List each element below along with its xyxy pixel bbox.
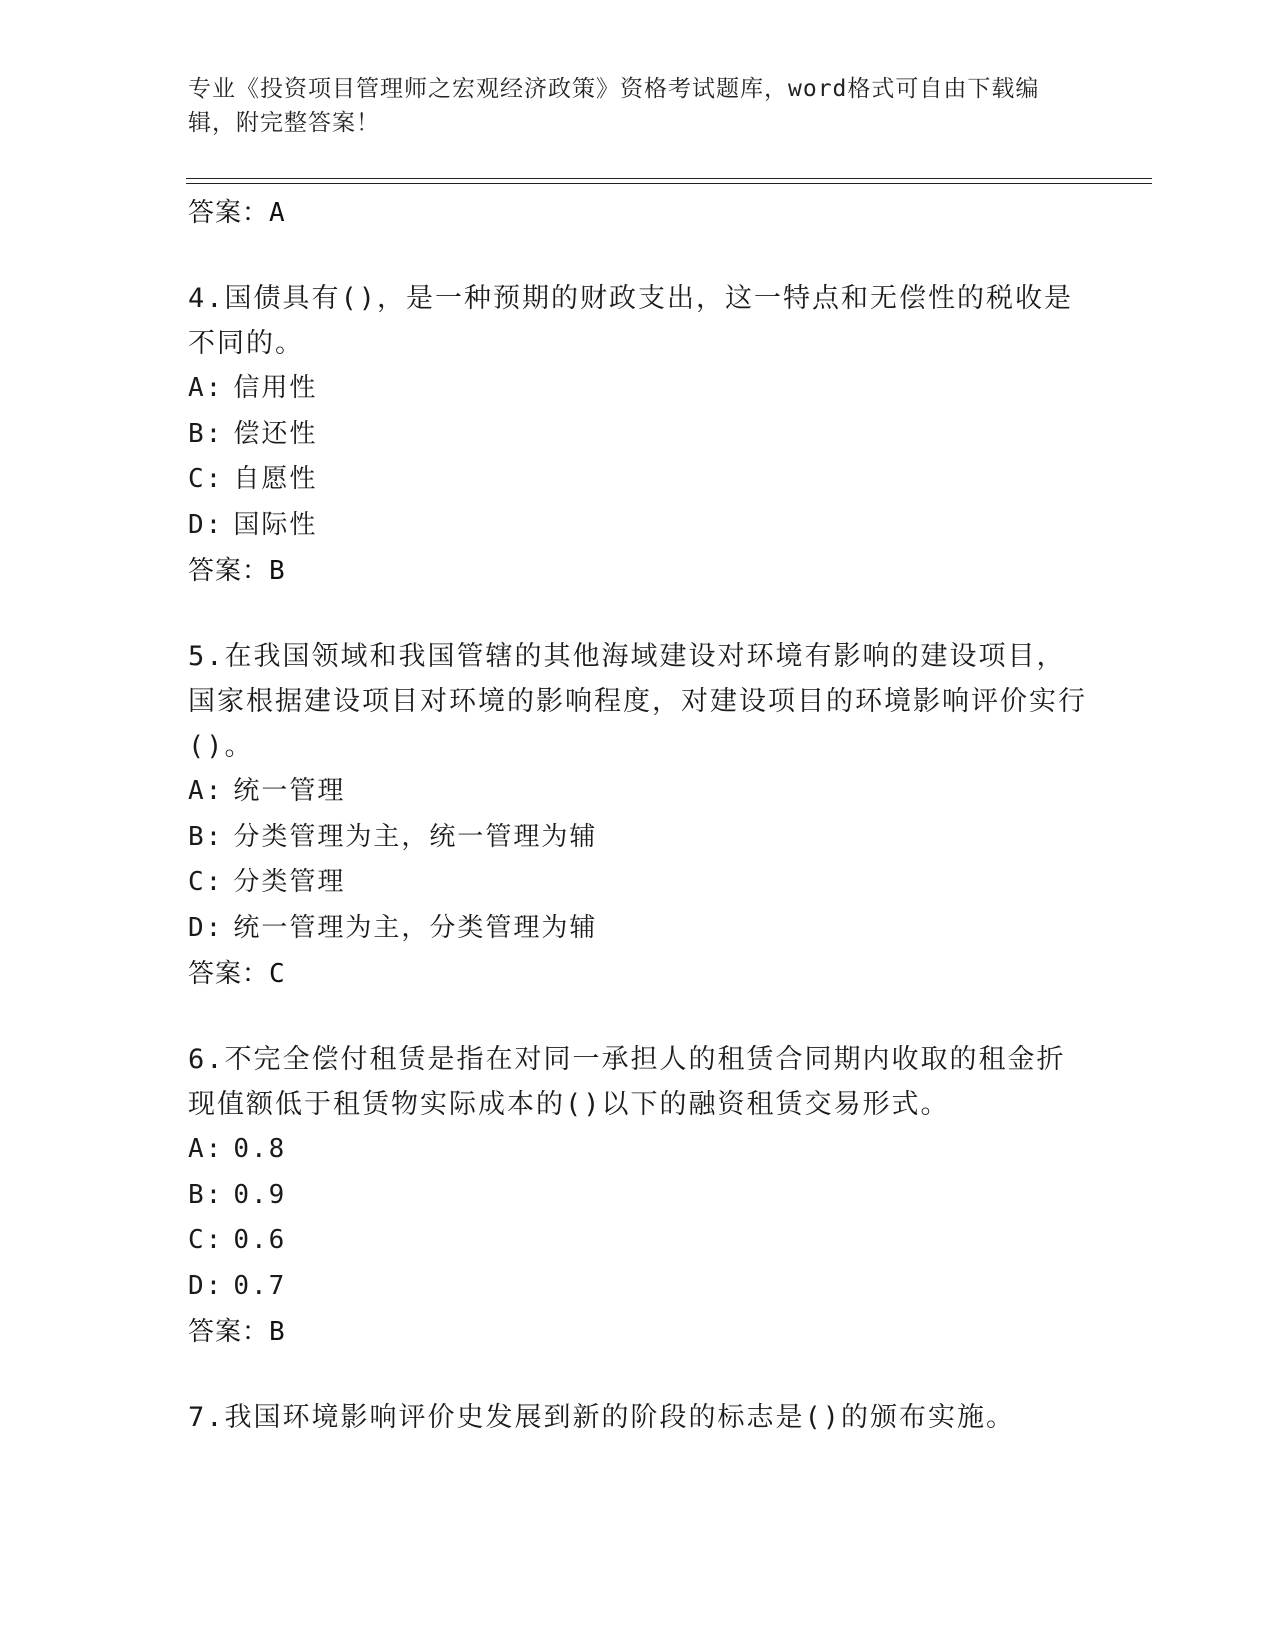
option-a (188, 1127, 1088, 1173)
option-text: 0.6 (233, 1225, 287, 1255)
option-b (188, 815, 1088, 861)
option-text: 信用性 (233, 373, 318, 403)
option-d (188, 503, 1088, 549)
answer-line (188, 951, 1088, 997)
question-stem: 7.我国环境影响评价史发展到新的阶段的标志是()的颁布实施。 (188, 1402, 1016, 1433)
option-text: 统一管理为主，分类管理为辅 (233, 912, 598, 943)
question-stem: 4.国债具有()，是一种预期的财政支出，这一特点和无偿性的税收是不同的。 (188, 283, 1074, 359)
answer-value: B (269, 556, 286, 586)
option-key: A: (188, 776, 224, 806)
option-key: C: (188, 1225, 224, 1255)
option-text: 0.7 (233, 1270, 287, 1301)
option-text: 偿还性 (233, 418, 318, 449)
answer-label: 答案： (188, 556, 270, 586)
option-text: 自愿性 (233, 464, 318, 494)
option-b (188, 412, 1088, 458)
option-key: A: (188, 373, 224, 403)
answer-line (188, 548, 1088, 594)
option-key: C: (188, 464, 224, 494)
option-b (188, 1173, 1088, 1219)
option-c (188, 1218, 1088, 1264)
question-item (188, 276, 1088, 594)
option-c (188, 860, 1088, 906)
option-text: 分类管理为主，统一管理为辅 (233, 821, 598, 852)
option-a (188, 366, 1088, 412)
option-d (188, 906, 1088, 952)
question-item (188, 634, 1088, 997)
option-key: C: (188, 867, 224, 897)
option-key: D: (188, 1270, 224, 1301)
option-key: B: (188, 821, 224, 852)
option-key: B: (188, 1179, 224, 1210)
option-d (188, 1264, 1088, 1310)
option-text: 分类管理 (233, 867, 346, 897)
answer-label: 答案： (188, 1317, 270, 1347)
question-stem: 5.在我国领域和我国管辖的其他海域建设对环境有影响的建设项目，国家根据建设项目对环境的影响程度，对建设项目的环境影响评价实行()。 (188, 641, 1087, 762)
question-content (188, 190, 1088, 1440)
option-text: 国际性 (233, 509, 318, 540)
option-c (188, 457, 1088, 503)
option-key: A: (188, 1134, 224, 1164)
answer-line (188, 190, 1088, 236)
option-text: 统一管理 (233, 776, 346, 806)
header-divider-bottom (186, 183, 1152, 184)
document-header: 专业《投资项目管理师之宏观经济政策》资格考试题库，word格式可自由下载编辑，附完整答案！ (188, 76, 1040, 136)
answer-value: A (269, 198, 286, 228)
question-item (188, 1395, 1088, 1440)
answer-value: B (269, 1317, 286, 1347)
question-item (188, 1037, 1088, 1355)
option-key: B: (188, 418, 224, 449)
option-key: D: (188, 509, 224, 540)
answer-line (188, 1309, 1088, 1355)
answer-label: 答案： (188, 198, 270, 228)
question-stem: 6.不完全偿付租赁是指在对同一承担人的租赁合同期内收取的租金折现值额低于租赁物实际成本的()以下的融资租赁交易形式。 (188, 1044, 1066, 1120)
answer-value: C (269, 959, 286, 989)
option-key: D: (188, 912, 224, 943)
option-a (188, 769, 1088, 815)
header-divider-top (186, 178, 1152, 179)
option-text: 0.9 (233, 1179, 287, 1210)
option-text: 0.8 (233, 1134, 287, 1164)
answer-label: 答案： (188, 959, 270, 989)
